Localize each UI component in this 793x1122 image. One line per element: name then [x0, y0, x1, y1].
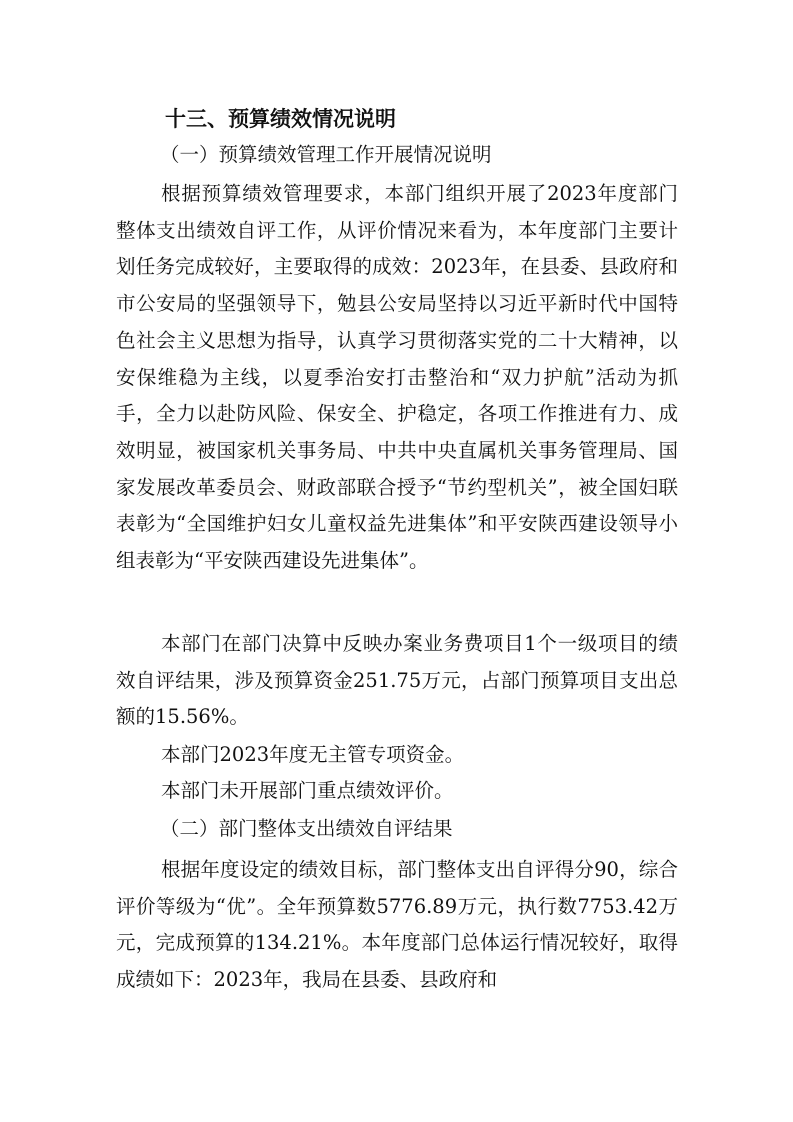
paragraph-self-evaluation-result: 根据年度设定的绩效目标，部门整体支出自评得分90，综合评价等级为“优”。全年预算数5776.89万元，执行数7753.42万元，完成预算的134.21%。本年度部门总体运行情况较好，取得成绩如下：2023年，我局在县委、县政府和: [116, 858, 678, 992]
paragraph-performance-overview: 根据预算绩效管理要求，本部门组织开展了2023年度部门整体支出绩效自评工作，从评价情况来看为，本年度部门主要计划任务完成较好，主要取得的成效：2023年，在县委、县政府和市公安局的坚强领导下，勉县公安局坚持以习近平新时代中国特色社会主义思想为指导，认真学习贯彻落实党的二十大精神，以安保维稳为主线，以夏季治安打击整治和“双力护航”活动为抓手，全力以赴防风险、保安全、护稳定，各项工作推进有力、成效明显，被国家机关事务局、中共中央直属机关事务管理局、国家发展改革委员会、财政部联合授予“节约型机关”，被全国妇联表彰为“全国维护妇女儿童权益先进集体”和平安陕西建设领导小组表彰为“平安陕西建设先进集体”。: [116, 182, 678, 573]
line-no-special-funds: 本部门2023年度无主管专项资金。: [161, 743, 465, 766]
line-no-key-evaluation: 本部门未开展部门重点绩效评价。: [161, 779, 454, 802]
subsection-title-2: （二）部门整体支出绩效自评结果: [160, 817, 453, 840]
paragraph-project-evaluation: 本部门在部门决算中反映办案业务费项目1个一级项目的绩效自评结果，涉及预算资金251.75万元，占部门预算项目支出总额的15.56%。: [116, 632, 678, 729]
section-title: 十三、预算绩效情况说明: [165, 107, 396, 131]
subsection-title-1: （一）预算绩效管理工作开展情况说明: [160, 143, 492, 166]
